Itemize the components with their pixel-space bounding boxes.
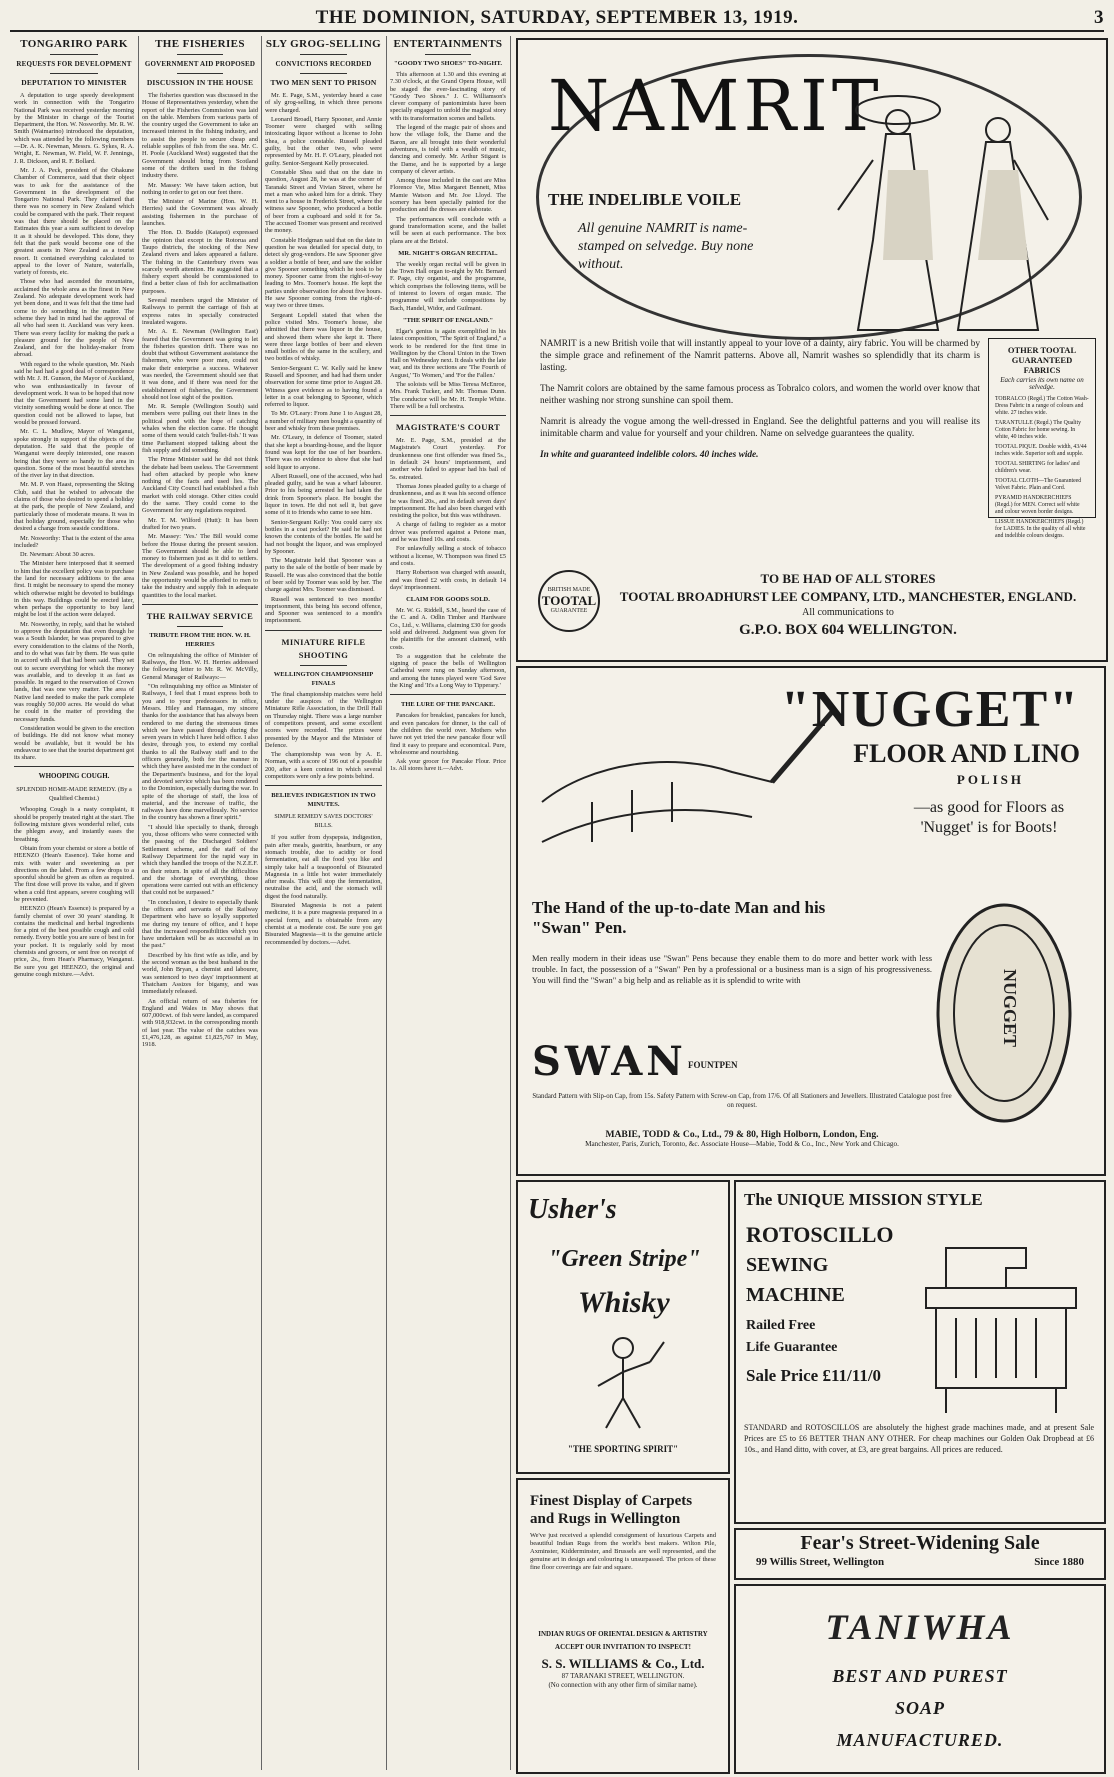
article-paragraph: Pancakes for breakfast, pancakes for lunch, and even pancakes for dinner, is the call of the children the world over. Mothers who have not yet tried the new pancake flour will find it easy to prepare and economical. Pure, wholesome and nourishing. <box>390 712 506 756</box>
article-paragraph: "I should like specially to thank, through you, those officers who were connected with the passing of the Discharged Soldiers' Settlement scheme, and the staff of the Railway Department for the rapid way in which they handled the troops of the N.Z.E.F. on their return. In spite of all the difficulties and the shortage of everything, those operations were carried out with an efficiency that could not be surpassed." <box>142 823 258 897</box>
carpets-title: Finest Display of Carpets and Rugs in Wellington <box>530 1493 693 1527</box>
swan-headline: The Hand of the up-to-date Man and his "Swan" Pen. <box>532 898 826 937</box>
article-paragraph: "On relinquishing my office as Minister of Railways, I feel that I must express both to you and to your predecessors in office, Messrs. Hiley and Hannagan, my sincere thanks for the assistance that has always been rendered to me during the strenuous times which we have passed through during the seven years in which I have held office. I also desire, through you, to extend my cordial thanks to all the Railway staff and to the officers generally, both for the manner in which they have assisted me in the conduct of the Department's business, and for the loyal and devoted service which has been rendered to the Dominion, especially during the war. In spite of the shortage of staff, the loss of material, and the increase of traffic, the railways have done marvellously. No service in the country has shown a finer spirit." <box>142 683 258 822</box>
ad-nugget-swan <box>516 666 1106 1176</box>
subhead-prison: TWO MEN SENT TO PRISON <box>270 78 377 87</box>
article-paragraph: An official return of sea fisheries for England and Wales in May shows that 607,000cwt. of fish were landed, as compared with 918,932cwt. in the corresponding month of last year. The value of the catches was £1,476,128, as against £1,825,767 in May, 1918. <box>142 997 258 1049</box>
article-paragraph: Mr. T. M. Wilford (Hutt): It has been drafted for two years. <box>142 516 258 531</box>
mission-price: Sale Price £11/11/0 <box>746 1366 882 1385</box>
article-paragraph: Mr. Nosworthy, in reply, said that he wished to approve the deputation that even though he was a South Islander, he was prepared to give every consideration to the claims of the North, and to do what was fair by them. He was quite in accord with all that had been said. They set out to secure everything for which the money was available, and to develop it as fast as possible. In regard to the reservation of Crown lands, that was one very matter. The area of Native land needed to make the park complete was roughly 50,000 acres. He would do what he could in the matter of providing the necessary funds. <box>14 620 134 723</box>
article-paragraph: HEENZO (Hean's Essence) is prepared by a family chemist of over 30 years' standing. It contains the medicinal and herbal ingredients for a pint of the best possible cough and cold remedy. Every bottle you are sure of best in for your pocket. It is regularly sold by most chemists and grocers, or sent free on receipt of price, 2s., from Hean's Pharmacy, Wanganui. Be sure you get HEENZO, the original and genuine cough mixture.—Advt. <box>14 905 134 978</box>
article-paragraph: Mr. C. L. Mudlow, Mayor of Wanganui, spoke strongly in support of the objects of the deputation. He said that the people of Wanganui were deeply interested, one reason being that they were so handy to the area in question. Some of the most beautiful stretches of the river lay in that direction. <box>14 428 134 480</box>
article-paragraph: Mr. Massey: We have taken action, but nothing in order to get on our feet there. <box>142 181 258 196</box>
swan-logo-sub: FOUNTPEN <box>688 1060 738 1070</box>
article-paragraph: Senior-Sergeant C. W. Kelly said he knew Russell and Spooner, and had had them under observation for some time prior to August 28. Witness gave evidence as to having found a letter in a coat belonging to Spooner, which referred to liquor. <box>265 364 382 409</box>
ad-taniwha <box>734 1584 1106 1774</box>
sewing-machine-icon <box>916 1218 1086 1418</box>
mission-rotoscillo: ROTOSCILLO <box>746 1222 894 1247</box>
subhead-government-aid: GOVERNMENT AID PROPOSED <box>144 60 256 68</box>
article-paragraph: Mr. M. P. von Haast, representing the Skiing Club, said that he wished to advocate the claims of those who desired to spend a holiday at the park, the people of New Zealand, and particularly those of moderate means. It was in that holiday ground, especially for those who desired a change from seaside conditions. <box>14 481 134 533</box>
headline-indigestion: BELIEVES INDIGESTION IN TWO MINUTES. <box>271 792 376 809</box>
fears-since: Since 1880 <box>1034 1556 1084 1568</box>
article-paragraph: The weekly organ recital will be given in the Town Hall organ to-night by Mr. Bernard F. Page, city organist, and the programme, which comprises the following items, will be of interest to lovers of organ music. The programme will include compositions by Bach, Handel, Widor, and Guilmant. <box>390 260 506 312</box>
article-paragraph: Harry Robertson was charged with assault, and was fined £2 with costs, in default 14 days' imprisonment. <box>390 569 506 591</box>
fears-title: Fear's Street-Widening Sale <box>800 1532 1040 1554</box>
headline-entertainments: ENTERTAINMENTS <box>393 38 503 50</box>
article-paragraph: Mr. W. G. Riddell, S.M., heard the case of the C. and A. Odlin Timber and Hardware Co., Ltd., v. Williams, claiming £30 for goods sold and delivered. Judgment was given for the plaintiffs for the amount claimed, with costs. <box>390 607 506 651</box>
subhead-spirit-of-england: "THE SPIRIT OF ENGLAND." <box>402 316 494 324</box>
article-paragraph: Albert Russell, one of the accused, who had pleaded guilty, said he was a wharf labourer. Prior to his being arrested he had taken the drink from Spooner's place. He bought the liquor in town. He did not sell it, but gave some of it to friends who came to see him. <box>265 472 382 517</box>
article-paragraph: Mr. R. Semple (Wellington South) said members were pulling out their lines in the political pond with the hope of catching whales when the election came. He thought some of them would catch 'bullet-fish.' It was time Parliament stopped talking about the fish supply and did something. <box>142 403 258 454</box>
nugget-polish: POLISH <box>956 772 1024 787</box>
article-paragraph: Among those included in the cast are Miss Florence Vie, Miss Margaret Bennett, Miss Mamie Watson and Mr. Joe Lloyd. The scenery has been specially painted for the production and the dresses are elaborate. <box>390 177 506 214</box>
headline-whooping-cough: WHOOPING COUGH. <box>38 772 110 781</box>
article-paragraph: Russell was sentenced to two months' imprisonment, this being his second offence, and Spooner was sentenced to a month's imprisonment. <box>265 595 382 625</box>
headline-tongariro: TONGARIRO PARK <box>20 38 128 50</box>
article-paragraph: For unlawfully selling a stock of tobacco without a license, W. Thompson was fined £5 and costs. <box>390 545 506 567</box>
ushers-kind: Whisky <box>578 1286 670 1319</box>
column-rule <box>386 36 387 1770</box>
column-rule <box>510 36 511 1770</box>
article-paragraph: "In conclusion, I desire to especially thank the officers and servants of the Railway Department who have so loyally supported me during my tenure of office, and I hope that the increased responsibilities which you have undertaken will be as successful as in the past." <box>142 898 258 950</box>
article-paragraph: On relinquishing the office of Minister of Railways, the Hon. W. H. Herries addressed the following letter to Mr. R. W. McVilly, General Manager of Railways:— <box>142 651 258 681</box>
article-paragraph: The Hon. D. Buddo (Kaiapoi) expressed the opinion that except in the Rotorua and Taupo districts, the stocking of the New Zealand rivers and lakes appeared a failure. The fishing in the Canterbury rivers was scarcely worth attention. He suggested that a fishery expert should be commissioned to find a better class of fish for acclimatisation purposes. <box>142 229 258 295</box>
headline-railway-service: THE RAILWAY SERVICE <box>146 610 254 621</box>
ushers-brand: Usher's <box>528 1194 617 1225</box>
mission-machine: MACHINE <box>746 1284 845 1306</box>
column-tongariro <box>14 36 134 1770</box>
subhead-remedy-bills: SIMPLE REMEDY SAVES DOCTORS' BILLS. <box>274 814 373 830</box>
subhead-deputation: DEPUTATION TO MINISTER <box>21 78 127 87</box>
article-paragraph: To Mr. O'Leary: From June 1 to August 28, a number of military men bought a quantity of beer and whisky from these premises. <box>265 410 382 433</box>
ad-ushers <box>516 1180 730 1474</box>
taniwha-line2: SOAP <box>894 1698 945 1718</box>
subhead-discussion: DISCUSSION IN THE HOUSE <box>146 78 254 87</box>
masthead <box>10 6 1104 32</box>
namrit-subtitle: THE INDELIBLE VOILE <box>548 190 742 209</box>
column-sly-grog <box>265 36 382 1770</box>
article-paragraph: Mr. Massey: 'Yes.' The Bill would come before the House during the present session. The Government should be able to lend money to fishermen just as it did to settlers. The development of a good fishing industry in New Zealand was possible, and he hoped the opportunity would be afforded to men to take the industry and supply fish in adequate quantities to the local market. <box>142 533 258 599</box>
swan-pricing: Standard Pattern with Slip-on Cap, from 15s. Safety Pattern with Screw-on Cap, from 17/6. Of all Stationers and Jewellers. Illustrated Catalogue post free on request. <box>532 1093 952 1109</box>
sportsman-icon <box>578 1332 668 1432</box>
namrit-genuine-note: All genuine NAMRIT is name-stamped on selvedge. Buy none without. <box>578 221 754 272</box>
article-paragraph: Those who had ascended the mountains, acclaimed the whole area as the finest in New Zealand. No adequate development work had yet been done, and it was felt that the time had come to do something in the matter. The scheme they had in mind had the approval of all who had seen it. Auckland was very keen. There was every facility for making the park a pleasure ground for the people of New Zealand, and for the holiday-maker from abroad. <box>14 278 134 359</box>
nugget-tin-icon <box>934 898 1074 1128</box>
subhead-championship: WELLINGTON CHAMPIONSHIP FINALS <box>273 670 374 687</box>
ad-carpets <box>516 1478 730 1774</box>
column-rule <box>138 36 139 1770</box>
article-paragraph: The championship was won by A. E. Norman, with a score of 196 out of a possible 200, after a keen contest in which several competitors were only a few points behind. <box>265 751 382 781</box>
mission-sewing: SEWING <box>746 1254 829 1276</box>
subhead-goody-two-shoes: "GOODY TWO SHOES" TO-NIGHT. <box>394 60 502 67</box>
article-paragraph: Dr. Newman: About 30 acres. <box>20 551 95 559</box>
article-paragraph: Constable Hodgman said that on the date in question he was detailed for special duty, to detect sly grog-vendors. He saw Spooner give a soldier a bottle of beer, and saw the soldier give Spooner something which he took to be money. Spooner came from the right-of-way leading to Mrs. Toomer's house. He kept the parties under observation for about five hours. He saw Spooner coming from the right-of-way two or three times. <box>265 236 382 310</box>
article-paragraph: Obtain from your chemist or store a bottle of HEENZO (Hean's Essence). Take home and mix with water and sweetening as per directions on the label. From a few drops to a spoonful should be given as often as required. The first dose will prove its value, and if given when a cold first appears, severe coughing will be prevented. <box>14 844 134 903</box>
headline-sly-grog: SLY GROG-SELLING <box>265 38 382 50</box>
article-paragraph: To a suggestion that he celebrate the signing of peace the bells of Wellington Cathedral were rung on Sunday afternoon, and among the tunes played were 'God Save the King' and 'It's a Long Way to Tipperary.' <box>390 652 506 690</box>
taniwha-line1: BEST AND PUREST <box>832 1666 1008 1686</box>
tootal-badge-icon: BRITISH MADE TOOTAL GUARANTEE <box>538 570 600 632</box>
article-paragraph: Thomas Jones pleaded guilty to a charge of drunkenness, and as it was his second offence he was fined 20s., and in default seven days' imprisonment. He had also been charged with resisting the police, but this was withdrawn. <box>390 482 506 520</box>
article-paragraph: Mr. J. A. Peck, president of the Ohakune Chamber of Commerce, said that their object was to ask for the assistance of the Government in the development of the Tongariro National Park. They claimed that there was no scenery in New Zealand which could be compared with the park. Their request was that there should be placed on the Estimates this year a sum sufficient to develop it as it should be developed. This done, they felt that the park would become one of the greatest assets in New Zealand as a tourist resort. It contained everything calculated to appeal to the lover of Nature, waterfalls, variety of forests, etc. <box>14 166 134 277</box>
subhead-remedy: SPLENDID HOME-MADE REMEDY. (By a Qualified Chemist.) <box>16 786 132 803</box>
tootal-footer: TO BE HAD OF ALL STORES TOOTAL BROADHURST LEE COMPANY, LTD., MANCHESTER, ENGLAND. All communications to G.P.O. BOX 604 WELLINGTON. <box>619 571 1077 638</box>
article-paragraph: Whooping Cough is a nasty complaint, it should be properly treated right at the start. The following mixture gives wonderful relief, cuts the phlegm away, and instantly eases the breathing. <box>14 806 134 843</box>
mission-railed: Railed Free <box>746 1318 816 1333</box>
article-paragraph: Bisurated Magnesia is not a patent medicine, it is a pure magnesia prepared in a special form, and is obtainable from any chemist at a moderate cost. Be sure you get Bisurated Magnesia—it is the genuine article recommended by doctors.—Advt. <box>265 902 382 946</box>
article-paragraph: This afternoon at 1.30 and this evening at 7.30 o'clock, at the Grand Opera House, will be staged the ever-fascinating story of "Goody Two Shoes." J. C. Williamson's clever company of pantomimists have been specially engaged to unfold the magical story with its transformation scenes and ballets. <box>390 71 506 122</box>
article-paragraph: A deputation to urge speedy development work in connection with the Tongariro National Park was received yesterday morning by the Minister in charge of the Tourist Department, the Hon. W. Nosworthy. Mr. R. W. Smith (Waimarino) introduced the deputation, which was attended by the following members—Dr. A. K. Newman, Messrs. G. Sykes, R. A. Wright, E. Newman, W. Field, W. F. Jennings, J. R. Dickson, and R. F. Bollard. <box>14 92 134 165</box>
headline-fisheries: THE FISHERIES <box>155 38 245 50</box>
article-paragraph: Mr. Nosworthy: That is the extent of the area included? <box>14 534 134 549</box>
namrit-body: NAMRIT is a new British voile that will instantly appeal to your love of a dainty, airy fabric. You will be charmed by the simple grace and refinement of the Namrit patterns. Above all, Namrit washes so splendidly that its charm is lasting. The Namrit colors are obtained by the same famous process as Tobralco colors, and women the world over know that neither washing nor strong sunshine can spoil them. Namrit is already the vogue among the well-dressed in England. See the delightful patterns and you will realise its inimitable charm and value for yourself and your children. Name on selvedge guarantees the quality. In white and guaranteed indelible colors. 40 inches wide. <box>540 339 980 460</box>
ushers-tag: "THE SPORTING SPIRIT" <box>567 1444 679 1454</box>
fears-address: 99 Willis Street, Wellington <box>756 1556 885 1568</box>
nugget-slogan: —as good for Floors as 'Nugget' is for Boots! <box>913 799 1065 836</box>
newspaper-title: THE DOMINION, SATURDAY, SEPTEMBER 13, 1919. <box>315 7 799 28</box>
article-paragraph: Mr. O'Leary, in defence of Toomer, stated that she kept a boarding-house, and the liquor found was kept for the use of her boarders. There was no evidence to show that she had sold liquor to anyone. <box>265 434 382 471</box>
subhead-tribute: TRIBUTE FROM THE HON. W. H. HERRIES <box>149 631 251 648</box>
article-paragraph: A charge of failing to register as a motor driver was preferred against a Petone man, and he was fined 10s. and costs. <box>390 521 506 544</box>
headline-rifle-shooting: MINIATURE RIFLE SHOOTING <box>281 636 366 660</box>
namrit-logo: NAMRIT <box>548 65 883 147</box>
ad-namrit <box>516 38 1108 662</box>
taniwha-logo: TANIWHA <box>825 1607 1015 1647</box>
article-paragraph: Mr. E. Page, S.M., yesterday heard a case of sly grog-selling, in which three persons were charged. <box>265 92 382 114</box>
subhead-requests: REQUESTS FOR DEVELOPMENT <box>16 60 132 68</box>
article-paragraph: With regard to the whole question, Mr. Nash said he had had a good deal of correspondence with Mr. J. H. Gunson, the Mayor of Auckland, who was enthusiastically in favour of development work. It was to be hoped that now that the Government had some land in the vicinity something would be done at once. The question could not be allowed to lapse, but would be pressed forward. <box>14 360 134 427</box>
article-paragraph: The Prime Minister said he did not think the debate had been useless. The Government had often attacked by people who knew nothing of the facts and used lies. The Auckland City Council had established a fish market with cold storage. Other cities could do the same. They could come to the Government for any regulations required. <box>142 456 258 515</box>
mission-title: The UNIQUE MISSION STYLE <box>744 1190 983 1209</box>
article-paragraph: Ask your grocer for Pancake Flour. Price 1s. All stores have it.—Advt. <box>390 758 506 773</box>
illustration-ladies-icon <box>818 60 1078 340</box>
article-paragraph: The Magistrate held that Spooner was a party to the sale of the bottle of beer made by Russell. He was also convinced that the bottle of beer sold by Toomer was sold by her. The charge against Mrs. Toomer was dismissed. <box>265 557 382 594</box>
column-rule <box>261 36 262 1770</box>
svg-text:NUGGET: NUGGET <box>1000 968 1020 1048</box>
article-paragraph: If you suffer from dyspepsia, indigestion, pain after meals, gastritis, heartburn, or any stomach trouble, due to acidity or food fermentation, eat all the food you like and simply take half a teaspoonful of Bisurated Magnesia in a little hot water immediately after meals. This will stop the fermentation, neutralise the acid, and the stomach will digest the food naturally. <box>265 834 382 900</box>
subhead-organ-recital: MR. NIGHT'S ORGAN RECITAL. <box>398 249 498 257</box>
article-paragraph: The performances will conclude with a grand transformation scene, and the ballet will be seen at each performance. The box plans are at the Bristol. <box>390 215 506 245</box>
subhead-claim-goods: CLAIM FOR GOODS SOLD. <box>406 596 490 604</box>
tootal-fabrics-box: OTHER TOOTAL GUARANTEED FABRICS Each carries its own name on selvedge. TOBRALCO (Regd.) The Cotton Wash-Dress Fabric in a range of colours and white. 27 inches wide. TARANTULLE (Regd.) The Quality Cotton Fabric for home sewing. In white, 40 inches wide. TOOTAL PIQUE. Double width, 43/44 inches wide. Superior soft and supple. TOOTAL SHIRTING for ladies' and children's wear. TOOTAL CLOTH—The Guaranteed Velvet Fabric. Plain and Cord. PYRAMID HANDKERCHIEFS (Regd.) for MEN. Correct self white and colour woven border designs. LISSUE HANDKERCHIEFS (Regd.) for LADIES. In the quality of all white and indelible colours designs. <box>988 338 1096 518</box>
article-paragraph: The Minister here interposed that it seemed to him that the excellent policy was to purchase the land for necessary additions to the area first. It might be necessary to spend the money which otherwise might be devoted to buildings in this way. Buildings could be erected later, when perhaps the opportunity to buy land might be lost if the action were delayed. <box>14 560 134 619</box>
article-paragraph: The fisheries question was discussed in the House of Representatives yesterday, when the report of the Fisheries Commission was laid on the table. Members from various parts of the country urged the Government to take an increased interest in the fishing industry, and to assist the people to secure cheap and reliable supplies of fish from the sea. Mr. C. H. Poole (Auckland West) suggested that the Government should bring from Scotland some of the drifters used in the fishing industry there. <box>142 92 258 180</box>
column-fisheries <box>142 36 258 1770</box>
swan-body: Men really modern in their ideas use "Swan" Pens because they enable them to do more and better work with less trouble. In fact, the possession of a "Swan" Pen by a professional or a business man is a sign of his progressiveness. You will find the "Swan" a big help and as reliable as it is splendid to write with <box>532 954 932 985</box>
article-paragraph: Mr. E. Page, S.M., presided at the Magistrate's Court yesterday. For drunkenness one first offender was fined 5s., in default 24 hours' imprisonment, and another who failed to appear had his bail of 5s. estreated. <box>390 437 506 481</box>
article-paragraph: Described by his first wife as idle, and by the second woman as the best husband in the world, John Bryan, a chemist and labourer, was sentenced to two days' imprisonment at Thatcham Assizes for bigamy, and was immediately released. <box>142 951 258 996</box>
headline-pancake: THE LURE OF THE PANCAKE. <box>401 701 495 709</box>
article-paragraph: The final championship matches were held under the auspices of the Wellington Miniature Rifle Association, in the Drill Hall on Thursday night. There was a large number of competitors present, and some excellent scores were recorded. The prizes were presented by the Mayor and the Minister of Defence. <box>265 690 382 749</box>
article-paragraph: Consideration would be given to the erection of buildings. He did not know what money would be available, but it would be his endeavour to see that the tourist department got its share. <box>14 724 134 762</box>
ushers-product: "Green Stripe" <box>548 1246 701 1272</box>
mission-guarantee: Life Guarantee <box>746 1340 838 1355</box>
nugget-logo: "NUGGET" <box>780 681 1080 738</box>
headline-magistrates-court: MAGISTRATE'S COURT <box>395 422 501 433</box>
article-paragraph: The soloists will be Miss Teresa McEnroe, Mrs. Frank Tucker, and Mr. Thomas Dunn. The conductor will be Mr. H. Temple White. There will be a full orchestra. <box>390 380 506 410</box>
swan-logo: SWAN <box>532 1038 687 1085</box>
article-paragraph: Elgar's genius is again exemplified in his latest composition, "The Spirit of England," a work to be rendered for the first time in Wellington by the Choral Union in the Town Hall on Wednesday next. It deals with the late war, and its three sections are 'The Fourth of August,' 'To Women,' and 'For the Fallen.' <box>390 327 506 379</box>
column-entertainments <box>390 36 506 1770</box>
article-paragraph: Leonard Broadl, Harry Spooner, and Annie Toomer were charged with selling intoxicating liquor without a license to John Shea, a police constable. Russell pleaded guilty, but the other two, who were represented by Mr. H. F. O'Leary, pleaded not guilty. Senior-Sergeant Kelly prosecuted. <box>265 115 382 167</box>
article-paragraph: Several members urged the Minister of Railways to permit the carriage of fish at express rates in specially constructed insulated wagons. <box>142 297 258 326</box>
ad-mission-sewing <box>734 1180 1106 1524</box>
article-paragraph: The Minister of Marine (Hon. W. H. Herries) said the Government was already assisting fishermen in the purchase of launches. <box>142 198 258 228</box>
carpets-body: We've just received a splendid consignment of luxurious Carpets and beautiful Indian Rugs from the world's best makers. Wilton Pile, Axminster, Kidderminster, and Brussels are well represented, and the genuine art in design and colouring is unsurpassed. The prices of these fine floor coverings are fair and square. <box>530 1532 716 1571</box>
page-number: 3 <box>1094 7 1104 28</box>
article-paragraph: The legend of the magic pair of shoes and how the village folk, the Dame and the Baron, are all brought into their wonderful adventures, is told with a wealth of music, dancing and comedy. Mr. Arthur Stigant is the Dame, and he is supported by a large company of clever artists. <box>390 124 506 175</box>
nugget-floor-lino: FLOOR AND LINO <box>853 739 1080 768</box>
article-paragraph: Senior-Sergeant Kelly: You could carry six bottles in a coat pocket? He said he had not known the contents of the bottles. He said he had not bought the liquor, and was employed by Spooner. <box>265 518 382 555</box>
ad-fears <box>734 1528 1106 1580</box>
article-paragraph: Mr. A. E. Newman (Wellington East) feared that the Government was going to let the fisheries question drift. There was no doubt that without Government assistance the fishermen, who were poor men, could not make their enterprise a success. Whatever was needed, the Government should see that it was done, and if there was need for the establishment of fisheries, the Government should not lose sight of the position. <box>142 328 258 401</box>
article-paragraph: Constable Shea said that on the date in question, August 28, he was at the corner of Taranaki Street and Vivian Street, where he met a man who asked him for a drink. They went to a house in Frederick Street, where the witness saw Spooner, who produced a bottle of beer from a cupboard and sold it for 5s. The accused Toomer was present and received the money. <box>265 168 382 235</box>
carpets-footer: INDIAN RUGS OF ORIENTAL DESIGN & ARTISTRY ACCEPT OUR INVITATION TO INSPECT! S. S. WILLIAMS & Co., Ltd. 87 TARANAKI STREET, WELLINGTON. (No connection with any other firm of similar name). <box>538 1630 708 1689</box>
mission-body: STANDARD and ROTOSCILLOS are absolutely the highest grade machines made, and at present Sale Prices are £5 to £6 BETTER THAN ANY OTHER. For cheap machines our Golden Oak Dropbead at £6 10s., and Hand ditto, with cover, at £3, are great bargains. All prices are reduced. <box>744 1423 1094 1454</box>
subhead-convictions: CONVICTIONS RECORDED <box>275 60 372 68</box>
taniwha-line3: MANUFACTURED. <box>836 1730 1004 1750</box>
swan-address: MABIE, TODD & Co., Ltd., 79 & 80, High Holborn, London, Eng. Manchester, Paris, Zurich, Toronto, &c. Associate House—Mabie, Todd & Co., Inc., New York and Chicago. <box>585 1129 899 1148</box>
article-paragraph: Sergeant Lopdell stated that when the police visited Mrs. Toomer's house, she admitted that there was liquor in the house, and showed them where she kept it. There were three large bottles of beer and eleven small bottles of the same in the scullery, and two bottles of whisky. <box>265 311 382 363</box>
